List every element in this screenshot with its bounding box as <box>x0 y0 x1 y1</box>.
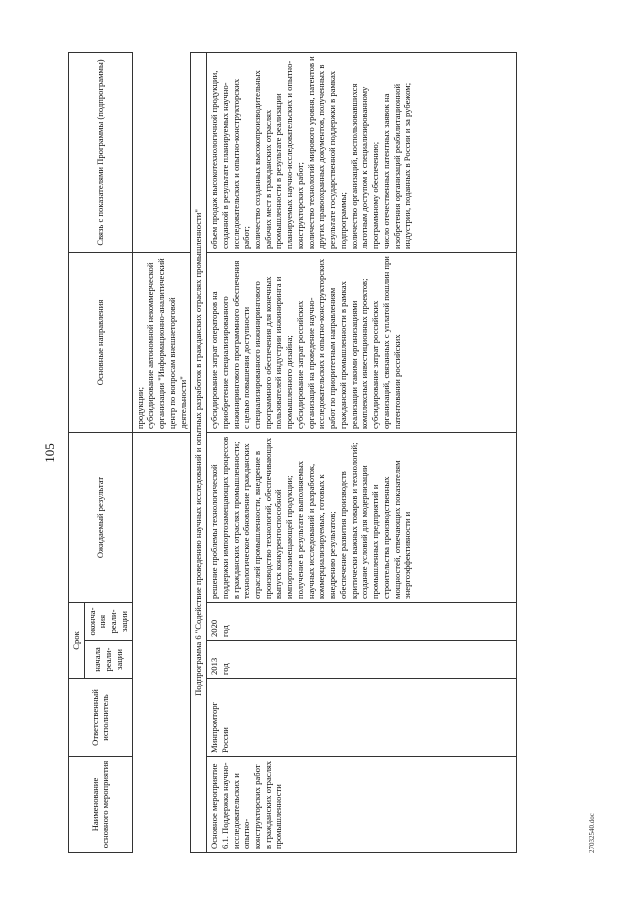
file-name: 27032540.doc <box>588 812 596 853</box>
header-row <box>69 52 85 852</box>
page-number: 105 <box>42 442 57 463</box>
measure-name: Основное мероприятие 6.1. Поддержка научно-исследовательских и опытно-конструкторских работ в гражданских отраслях промышленности <box>207 756 517 852</box>
expected-result: решение проблемы технологической поддержки импортозамещающих процессов в гражданских отраслях промышленности; технологическое обновление гражданских отраслей промышленности, внедрение в производство технологий, обеспечивающих выпуск конкурентоспособной импортозамещающей продукции; получение в результате выполняемых научных исследований и разработок, коммерциализируемых, готовых к внедрению результатов; обеспечение развития производств критически важных товаров и технологий; создание условий для модернизации промышленных предприятий и строительства производственных мощностей, отвечающих показателям энергоэффективности и <box>207 432 517 602</box>
carryover-text: продукции; субсидирование автономной некоммерческой организации "Информационно-аналитический центр по вопросам внешнеторговой деятельности" <box>132 252 191 432</box>
col-directions-header: Основные направления <box>69 252 133 432</box>
program-table <box>68 51 517 852</box>
carryover-row <box>132 52 191 852</box>
indicators-link: объем продаж высокотехнологичной продукции, созданной в результате планируемых научно-исследовательских и опытно-конструкторских работ; количество созданных высокопроизводительных рабочих мест в гражданских отраслях промышленности в результате реализации планируемых научно-исследовательских и опытно-конструкторских работ; количество технологий мирового уровня, патентов и других правоохранных документов, полученных в результате государственной поддержки в рамках подпрограммы; количество организаций, воспользовавшихся льготным доступом к специализированному программному обеспечению; число отечественных патентных заявок на изобретения организаций реабилитационной индустрии, поданных в России и за рубежом; <box>207 52 517 252</box>
executor: Минпромторг России <box>207 678 517 756</box>
col-name-header: Наименование основного мероприятия <box>69 756 133 852</box>
end-year: 2020 год <box>207 602 517 640</box>
start-year: 2013 год <box>207 640 517 678</box>
col-term-header: Срок <box>69 602 85 678</box>
col-indicators-header: Связь с показателями Программы (подпрограммы) <box>69 52 133 252</box>
main-directions: субсидирование затрат операторов на приобретение специализированного инжинирингового программного обеспечения с целью повышения доступности специализированного инжинирингового программного обеспечения для конечных пользователей индустрии инжиниринга и промышленного дизайна; субсидирование затрат российских организаций на проведение научно-исследовательских и опытно-конструкторских работ по приоритетным направлениям гражданской промышленности в рамках реализации такими организациями комплексных инвестиционных проектов; субсидирование затрат российских организаций, связанных с уплатой пошлин при патентовании российских <box>207 252 517 432</box>
table-row <box>207 52 517 852</box>
col-end-header: оконча-ния реали-зации <box>84 602 132 640</box>
subprogram-row <box>191 52 207 852</box>
col-result-header: Ожидаемый результат <box>69 432 133 602</box>
col-start-header: начала реали-зации <box>84 640 132 678</box>
subprogram-title: Подпрограмма 6 "Содействие проведению научных исследований и опытных разработок в гражданских отраслях промышленности" <box>191 52 207 852</box>
col-executor-header: Ответственный исполнитель <box>69 678 133 756</box>
rotated-page <box>40 33 600 873</box>
